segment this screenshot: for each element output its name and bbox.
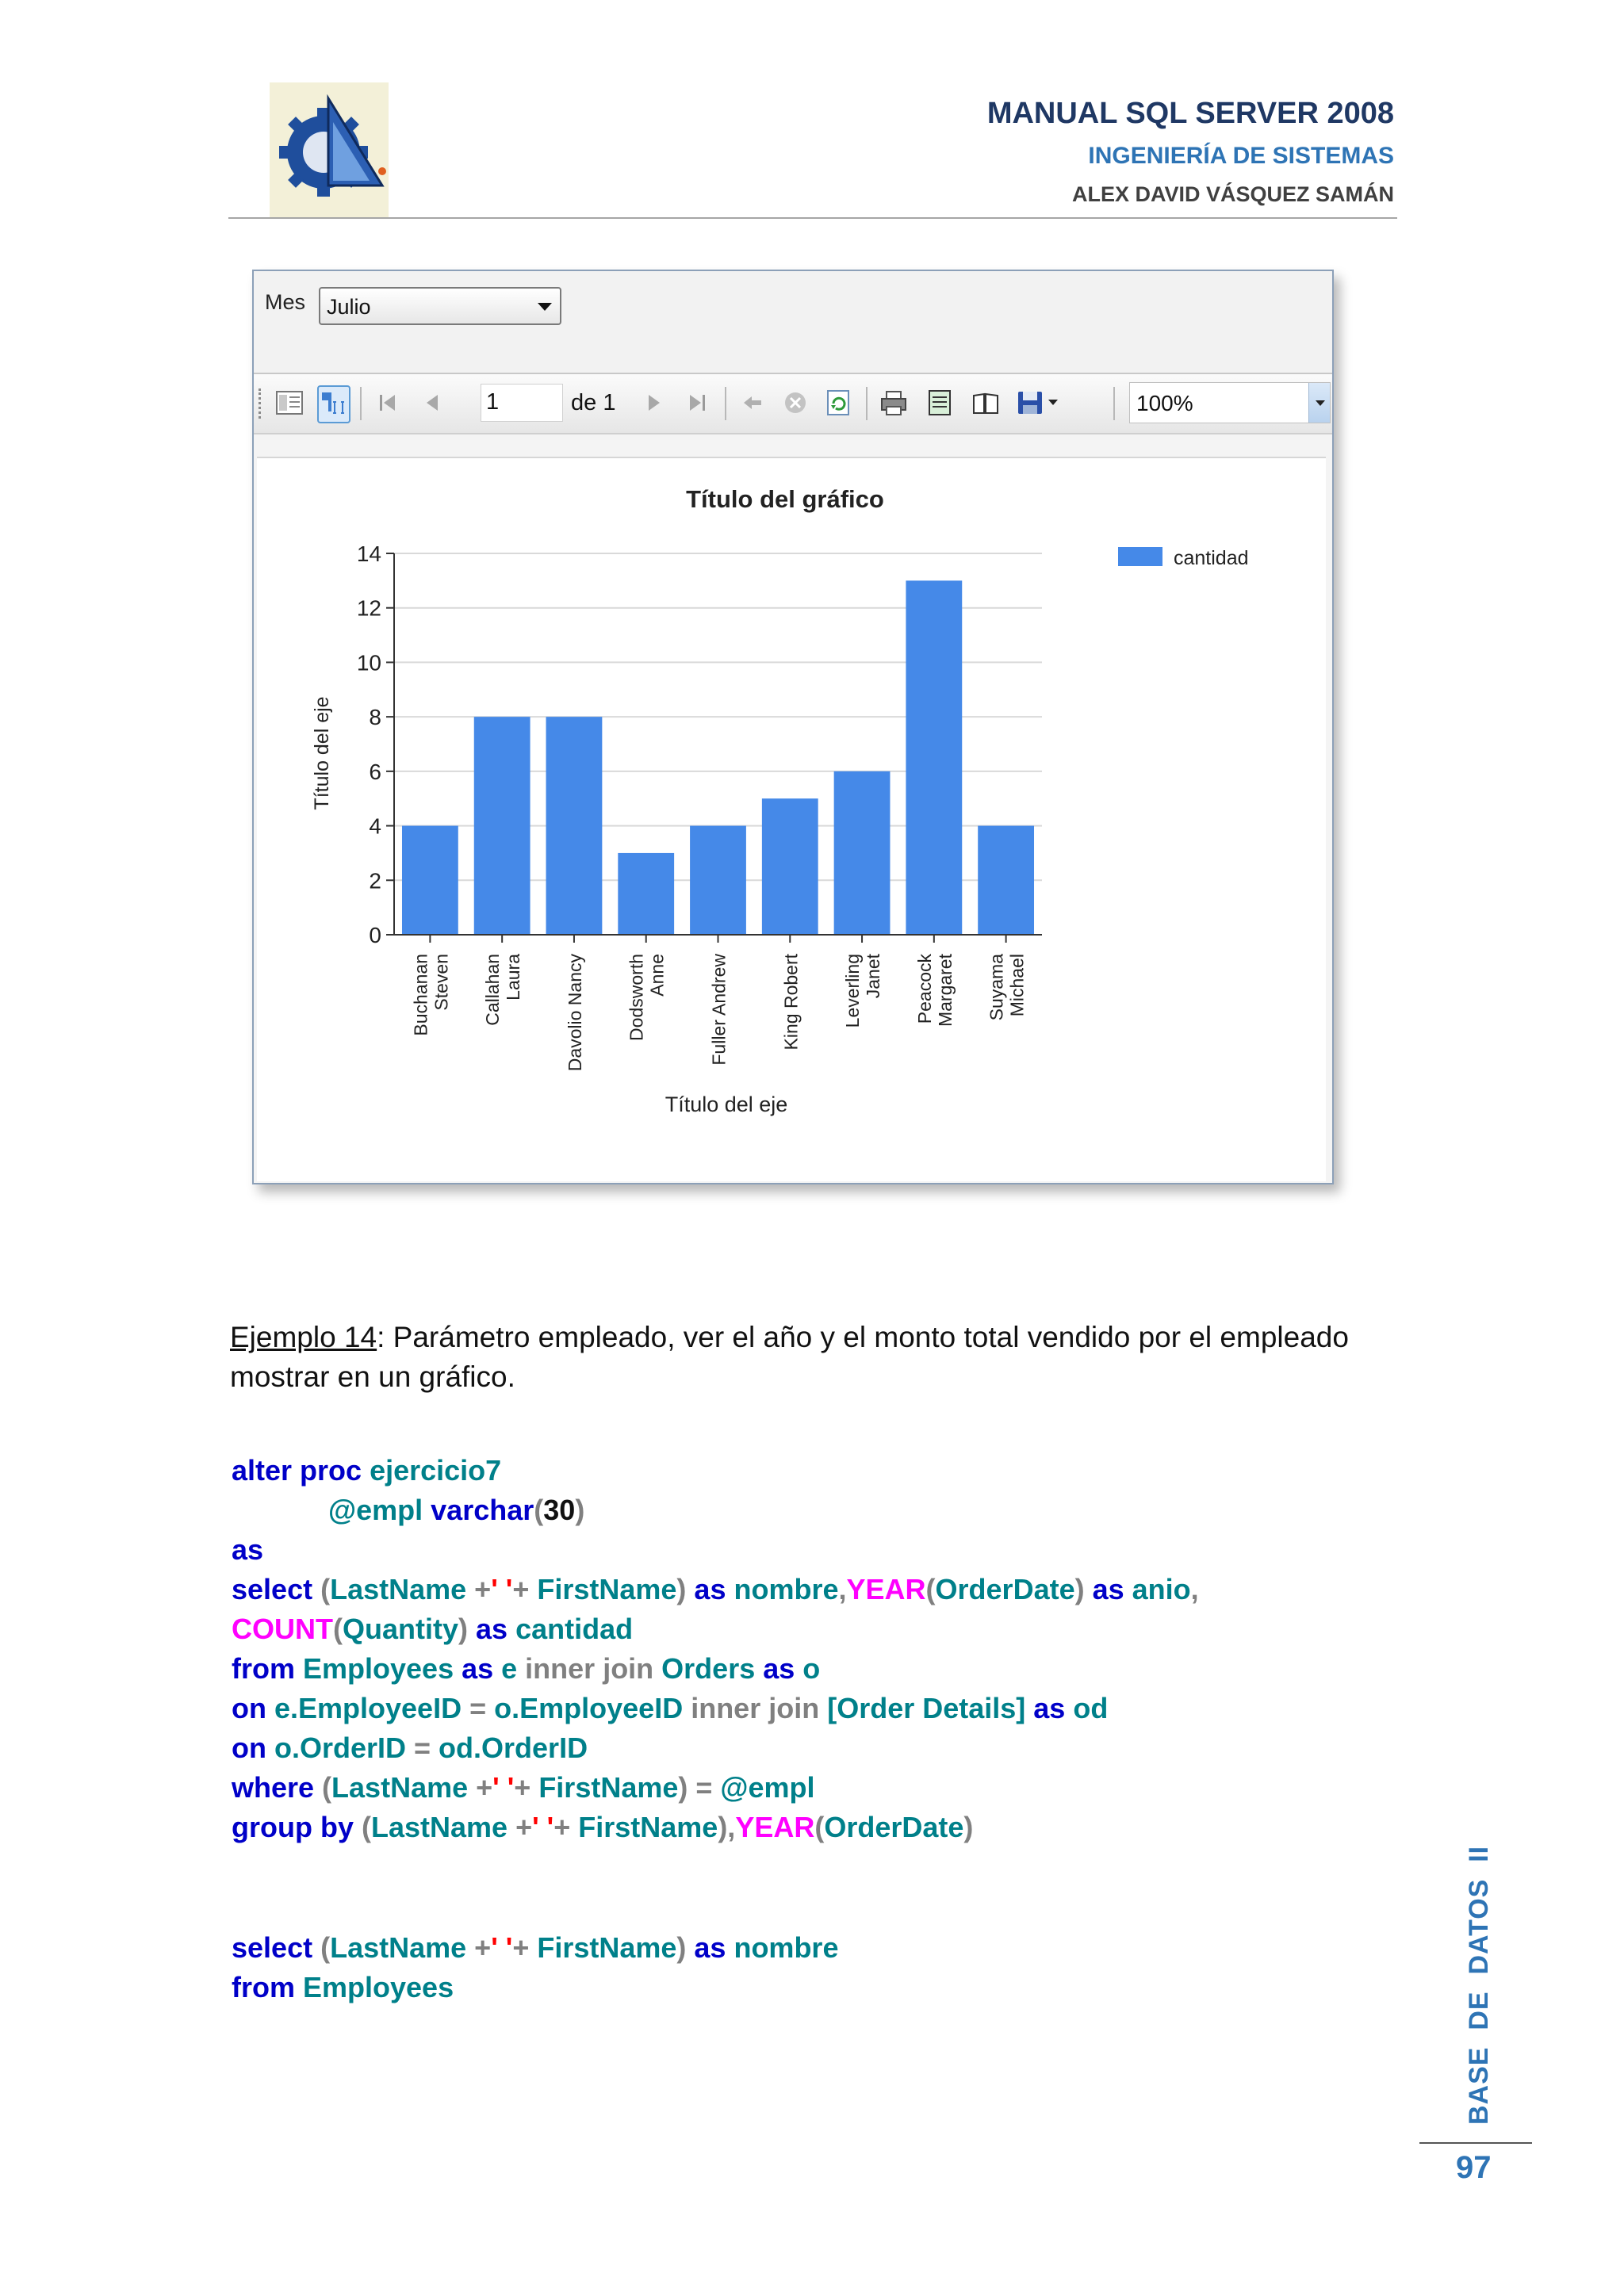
x-tick-label bbox=[410, 954, 451, 1036]
next-page-icon[interactable] bbox=[639, 385, 669, 420]
page-setup-icon[interactable] bbox=[971, 385, 1001, 420]
previous-page-icon[interactable] bbox=[417, 385, 447, 420]
code-token: as bbox=[763, 1652, 795, 1685]
back-arrow-icon[interactable] bbox=[737, 385, 768, 420]
side-course-label-text: BASE DE DATOS II bbox=[1464, 1845, 1494, 2125]
bar bbox=[978, 826, 1034, 935]
example-label: Ejemplo 14 bbox=[230, 1321, 377, 1353]
code-token: LastName bbox=[370, 1811, 508, 1843]
document-map-icon[interactable] bbox=[274, 385, 304, 420]
toolbar-separator bbox=[866, 387, 868, 420]
code-token: Employees bbox=[295, 1652, 462, 1685]
code-token: ) bbox=[1074, 1573, 1093, 1605]
code-token: alter proc bbox=[232, 1454, 362, 1487]
parameter-label: Mes bbox=[265, 290, 306, 314]
header-divider bbox=[228, 217, 1397, 219]
code-token: ejercicio7 bbox=[370, 1454, 502, 1487]
code-token: ( bbox=[314, 1771, 332, 1804]
page-number: 97 bbox=[1456, 2150, 1492, 2185]
legend-swatch bbox=[1118, 547, 1162, 566]
code-token: FirstName bbox=[578, 1811, 718, 1843]
document-subtitle: INGENIERÍA DE SISTEMAS bbox=[1088, 143, 1394, 169]
code-token: + bbox=[514, 1771, 539, 1804]
x-tick-label bbox=[482, 954, 523, 1026]
y-tick-label: 8 bbox=[369, 705, 381, 730]
toolbar-separator bbox=[725, 387, 726, 420]
code-token: od bbox=[1065, 1692, 1109, 1724]
code-token: [Order Details] bbox=[819, 1692, 1034, 1724]
report-canvas bbox=[257, 457, 1326, 1181]
code-token: o.EmployeeID bbox=[486, 1692, 691, 1724]
code-token: select bbox=[232, 1573, 313, 1605]
code-token: Quantity bbox=[343, 1613, 459, 1645]
month-select[interactable] bbox=[319, 287, 561, 325]
code-token: ' ' bbox=[491, 1931, 513, 1964]
bar bbox=[474, 717, 530, 935]
last-page-icon[interactable] bbox=[682, 385, 712, 420]
code-token: + bbox=[553, 1811, 579, 1843]
code-line bbox=[232, 1570, 1199, 1609]
bar bbox=[834, 771, 891, 935]
code-token: o.OrderID bbox=[266, 1732, 415, 1764]
code-token: where bbox=[232, 1771, 315, 1804]
x-tick-label-line: Michael bbox=[1006, 954, 1028, 1017]
code-line bbox=[232, 1609, 633, 1649]
code-token: OrderDate bbox=[935, 1573, 1075, 1605]
x-tick-label-line: Buchanan bbox=[410, 954, 431, 1036]
first-page-icon[interactable] bbox=[373, 385, 403, 420]
bar bbox=[762, 798, 818, 935]
code-token: LastName bbox=[331, 1771, 469, 1804]
code-token: , bbox=[838, 1573, 847, 1605]
footer-divider bbox=[1419, 2142, 1532, 2144]
code-token: = bbox=[414, 1732, 431, 1764]
code-token: inner join bbox=[691, 1692, 820, 1724]
chevron-down-icon bbox=[538, 303, 552, 311]
month-select-value: Julio bbox=[327, 295, 371, 319]
x-tick-label bbox=[842, 953, 883, 1027]
code-token: ) bbox=[676, 1931, 695, 1964]
bar bbox=[546, 717, 603, 935]
code-line bbox=[232, 1530, 263, 1570]
y-tick-label: 4 bbox=[369, 813, 381, 839]
code-token: + bbox=[512, 1573, 538, 1605]
x-tick-label bbox=[914, 953, 956, 1027]
print-icon[interactable] bbox=[879, 385, 909, 420]
code-line bbox=[232, 1808, 973, 1847]
x-tick-label bbox=[565, 954, 585, 1072]
code-token: select bbox=[232, 1931, 313, 1964]
code-token: + bbox=[468, 1771, 493, 1804]
document-author: ALEX DAVID VÁSQUEZ SAMÁN bbox=[1071, 182, 1394, 206]
toolbar-grip-icon[interactable] bbox=[259, 388, 267, 419]
x-axis-title: Título del eje bbox=[665, 1093, 788, 1116]
code-token: FirstName bbox=[537, 1573, 677, 1605]
code-line bbox=[232, 1451, 501, 1490]
code-token: ( bbox=[312, 1931, 331, 1964]
code-token: ' ' bbox=[491, 1573, 513, 1605]
code-line bbox=[232, 1968, 454, 2007]
code-token: on bbox=[232, 1732, 266, 1764]
code-token: nombre bbox=[726, 1931, 839, 1964]
page-count-label: de 1 bbox=[571, 390, 616, 415]
stop-icon[interactable] bbox=[780, 385, 810, 420]
code-token: YEAR bbox=[846, 1573, 926, 1605]
code-token: @empl bbox=[712, 1771, 815, 1804]
code-token: from bbox=[232, 1652, 295, 1685]
code-token: = bbox=[695, 1771, 713, 1804]
code-token: = bbox=[469, 1692, 487, 1724]
parameter-bar bbox=[254, 271, 1332, 374]
code-token: as bbox=[694, 1573, 726, 1605]
code-token: ) bbox=[963, 1811, 974, 1843]
x-tick-label-line: Margaret bbox=[934, 954, 956, 1027]
institution-logo bbox=[266, 79, 393, 222]
zoom-value: 100% bbox=[1136, 391, 1193, 415]
x-tick-label-line: Fuller Andrew bbox=[708, 954, 730, 1066]
code-token: + bbox=[512, 1931, 538, 1964]
bar bbox=[690, 826, 746, 935]
code-token: group by bbox=[232, 1811, 354, 1843]
code-token: @empl bbox=[328, 1494, 423, 1526]
y-tick-label: 10 bbox=[356, 650, 381, 675]
code-token: varchar bbox=[431, 1494, 534, 1526]
code-token: ) bbox=[676, 1573, 695, 1605]
code-line bbox=[232, 1689, 1108, 1728]
code-token: on bbox=[232, 1692, 266, 1724]
code-token: ( bbox=[534, 1494, 544, 1526]
code-token: from bbox=[232, 1971, 295, 2003]
bar bbox=[402, 826, 458, 935]
y-tick-label: 2 bbox=[369, 868, 381, 894]
code-token: e.EmployeeID bbox=[266, 1692, 470, 1724]
code-token: as bbox=[1033, 1692, 1066, 1724]
legend-label: cantidad bbox=[1174, 547, 1249, 569]
x-tick-label-line: Laura bbox=[503, 954, 524, 1001]
print-layout-icon[interactable] bbox=[925, 385, 955, 420]
code-token: ( bbox=[925, 1573, 936, 1605]
code-token: od.OrderID bbox=[431, 1732, 588, 1764]
code-token: ) bbox=[458, 1613, 477, 1645]
x-tick-label-line: Callahan bbox=[482, 954, 504, 1026]
y-tick-label: 6 bbox=[369, 759, 381, 784]
code-token: LastName bbox=[330, 1573, 467, 1605]
x-tick-label-line: Dodsworth bbox=[626, 954, 647, 1041]
code-token: Orders bbox=[653, 1652, 764, 1685]
x-tick-label bbox=[709, 954, 730, 1066]
document-title: MANUAL SQL SERVER 2008 bbox=[986, 97, 1394, 130]
code-token: as bbox=[476, 1613, 508, 1645]
export-save-icon[interactable] bbox=[1015, 385, 1063, 420]
bar bbox=[906, 580, 962, 935]
code-line bbox=[232, 1928, 838, 1968]
y-tick-label: 0 bbox=[369, 923, 381, 947]
code-token: FirstName bbox=[537, 1931, 677, 1964]
code-token: as bbox=[462, 1652, 494, 1685]
code-token: COUNT bbox=[232, 1613, 333, 1645]
x-tick-label-line: Peacock bbox=[914, 954, 935, 1024]
x-tick-label-line: Suyama bbox=[986, 954, 1007, 1021]
code-token: as bbox=[232, 1533, 264, 1566]
code-token: as bbox=[694, 1931, 726, 1964]
x-tick-label bbox=[986, 954, 1028, 1021]
bar bbox=[618, 853, 674, 935]
x-tick-label-line: Janet bbox=[863, 954, 884, 999]
x-tick-label-line: King Robert bbox=[780, 954, 802, 1050]
code-line bbox=[328, 1490, 584, 1530]
code-token: + bbox=[508, 1811, 533, 1843]
chart-title: Título del gráfico bbox=[686, 485, 884, 513]
code-token: ( bbox=[353, 1811, 371, 1843]
zoom-select[interactable] bbox=[1129, 382, 1331, 423]
code-token: ) bbox=[678, 1771, 696, 1804]
chevron-down-icon[interactable] bbox=[1308, 383, 1330, 423]
code-token: + bbox=[466, 1573, 492, 1605]
code-token: e bbox=[493, 1652, 526, 1685]
code-token: FirstName bbox=[538, 1771, 679, 1804]
y-tick-label: 12 bbox=[356, 595, 381, 621]
report-viewer bbox=[252, 270, 1334, 1184]
code-token: LastName bbox=[330, 1931, 467, 1964]
code-token: o bbox=[795, 1652, 821, 1685]
code-token: 30 bbox=[543, 1494, 576, 1526]
refresh-icon[interactable] bbox=[823, 385, 853, 420]
code-token: nombre bbox=[726, 1573, 839, 1605]
toolbar-separator bbox=[360, 387, 362, 420]
code-token: ( bbox=[320, 1573, 331, 1605]
code-token: inner join bbox=[525, 1652, 654, 1685]
code-token: OrderDate bbox=[824, 1811, 964, 1843]
example-paragraph bbox=[230, 1318, 1404, 1397]
bar-chart bbox=[257, 458, 1326, 1181]
example-text: : Parámetro empleado, ver el año y el monto total vendido por el empleado mostrar en un gráfico. bbox=[230, 1321, 1349, 1393]
code-token: ( bbox=[333, 1613, 343, 1645]
code-token: YEAR bbox=[735, 1811, 815, 1843]
x-tick-label bbox=[626, 954, 668, 1041]
x-tick-label-line: Davolio Nancy bbox=[564, 954, 585, 1072]
code-token: anio bbox=[1124, 1573, 1191, 1605]
code-line bbox=[232, 1728, 588, 1768]
x-tick-label-line: Leverling bbox=[842, 954, 864, 1028]
page-number-input[interactable]: 1 bbox=[481, 384, 563, 422]
code-token: , bbox=[1190, 1573, 1199, 1605]
code-token: ( bbox=[814, 1811, 825, 1843]
code-token: ) bbox=[575, 1494, 585, 1526]
code-token: as bbox=[1092, 1573, 1124, 1605]
code-token: ' ' bbox=[492, 1771, 515, 1804]
code-line bbox=[232, 1768, 815, 1808]
x-tick-label-line: Steven bbox=[431, 954, 452, 1011]
report-toolbar bbox=[254, 374, 1332, 434]
code-token: Employees bbox=[295, 1971, 454, 2003]
code-token: + bbox=[466, 1931, 492, 1964]
y-tick-label: 14 bbox=[356, 541, 381, 566]
x-tick-label-line: Anne bbox=[646, 954, 668, 997]
code-token: ), bbox=[718, 1811, 736, 1843]
x-tick-label bbox=[780, 953, 801, 1050]
code-line bbox=[232, 1649, 820, 1689]
y-axis-title: Título del eje bbox=[311, 696, 333, 810]
code-token: ' ' bbox=[532, 1811, 554, 1843]
toolbar-separator bbox=[1113, 387, 1115, 420]
code-token: cantidad bbox=[508, 1613, 634, 1645]
parameters-toggle-icon[interactable] bbox=[317, 385, 350, 423]
